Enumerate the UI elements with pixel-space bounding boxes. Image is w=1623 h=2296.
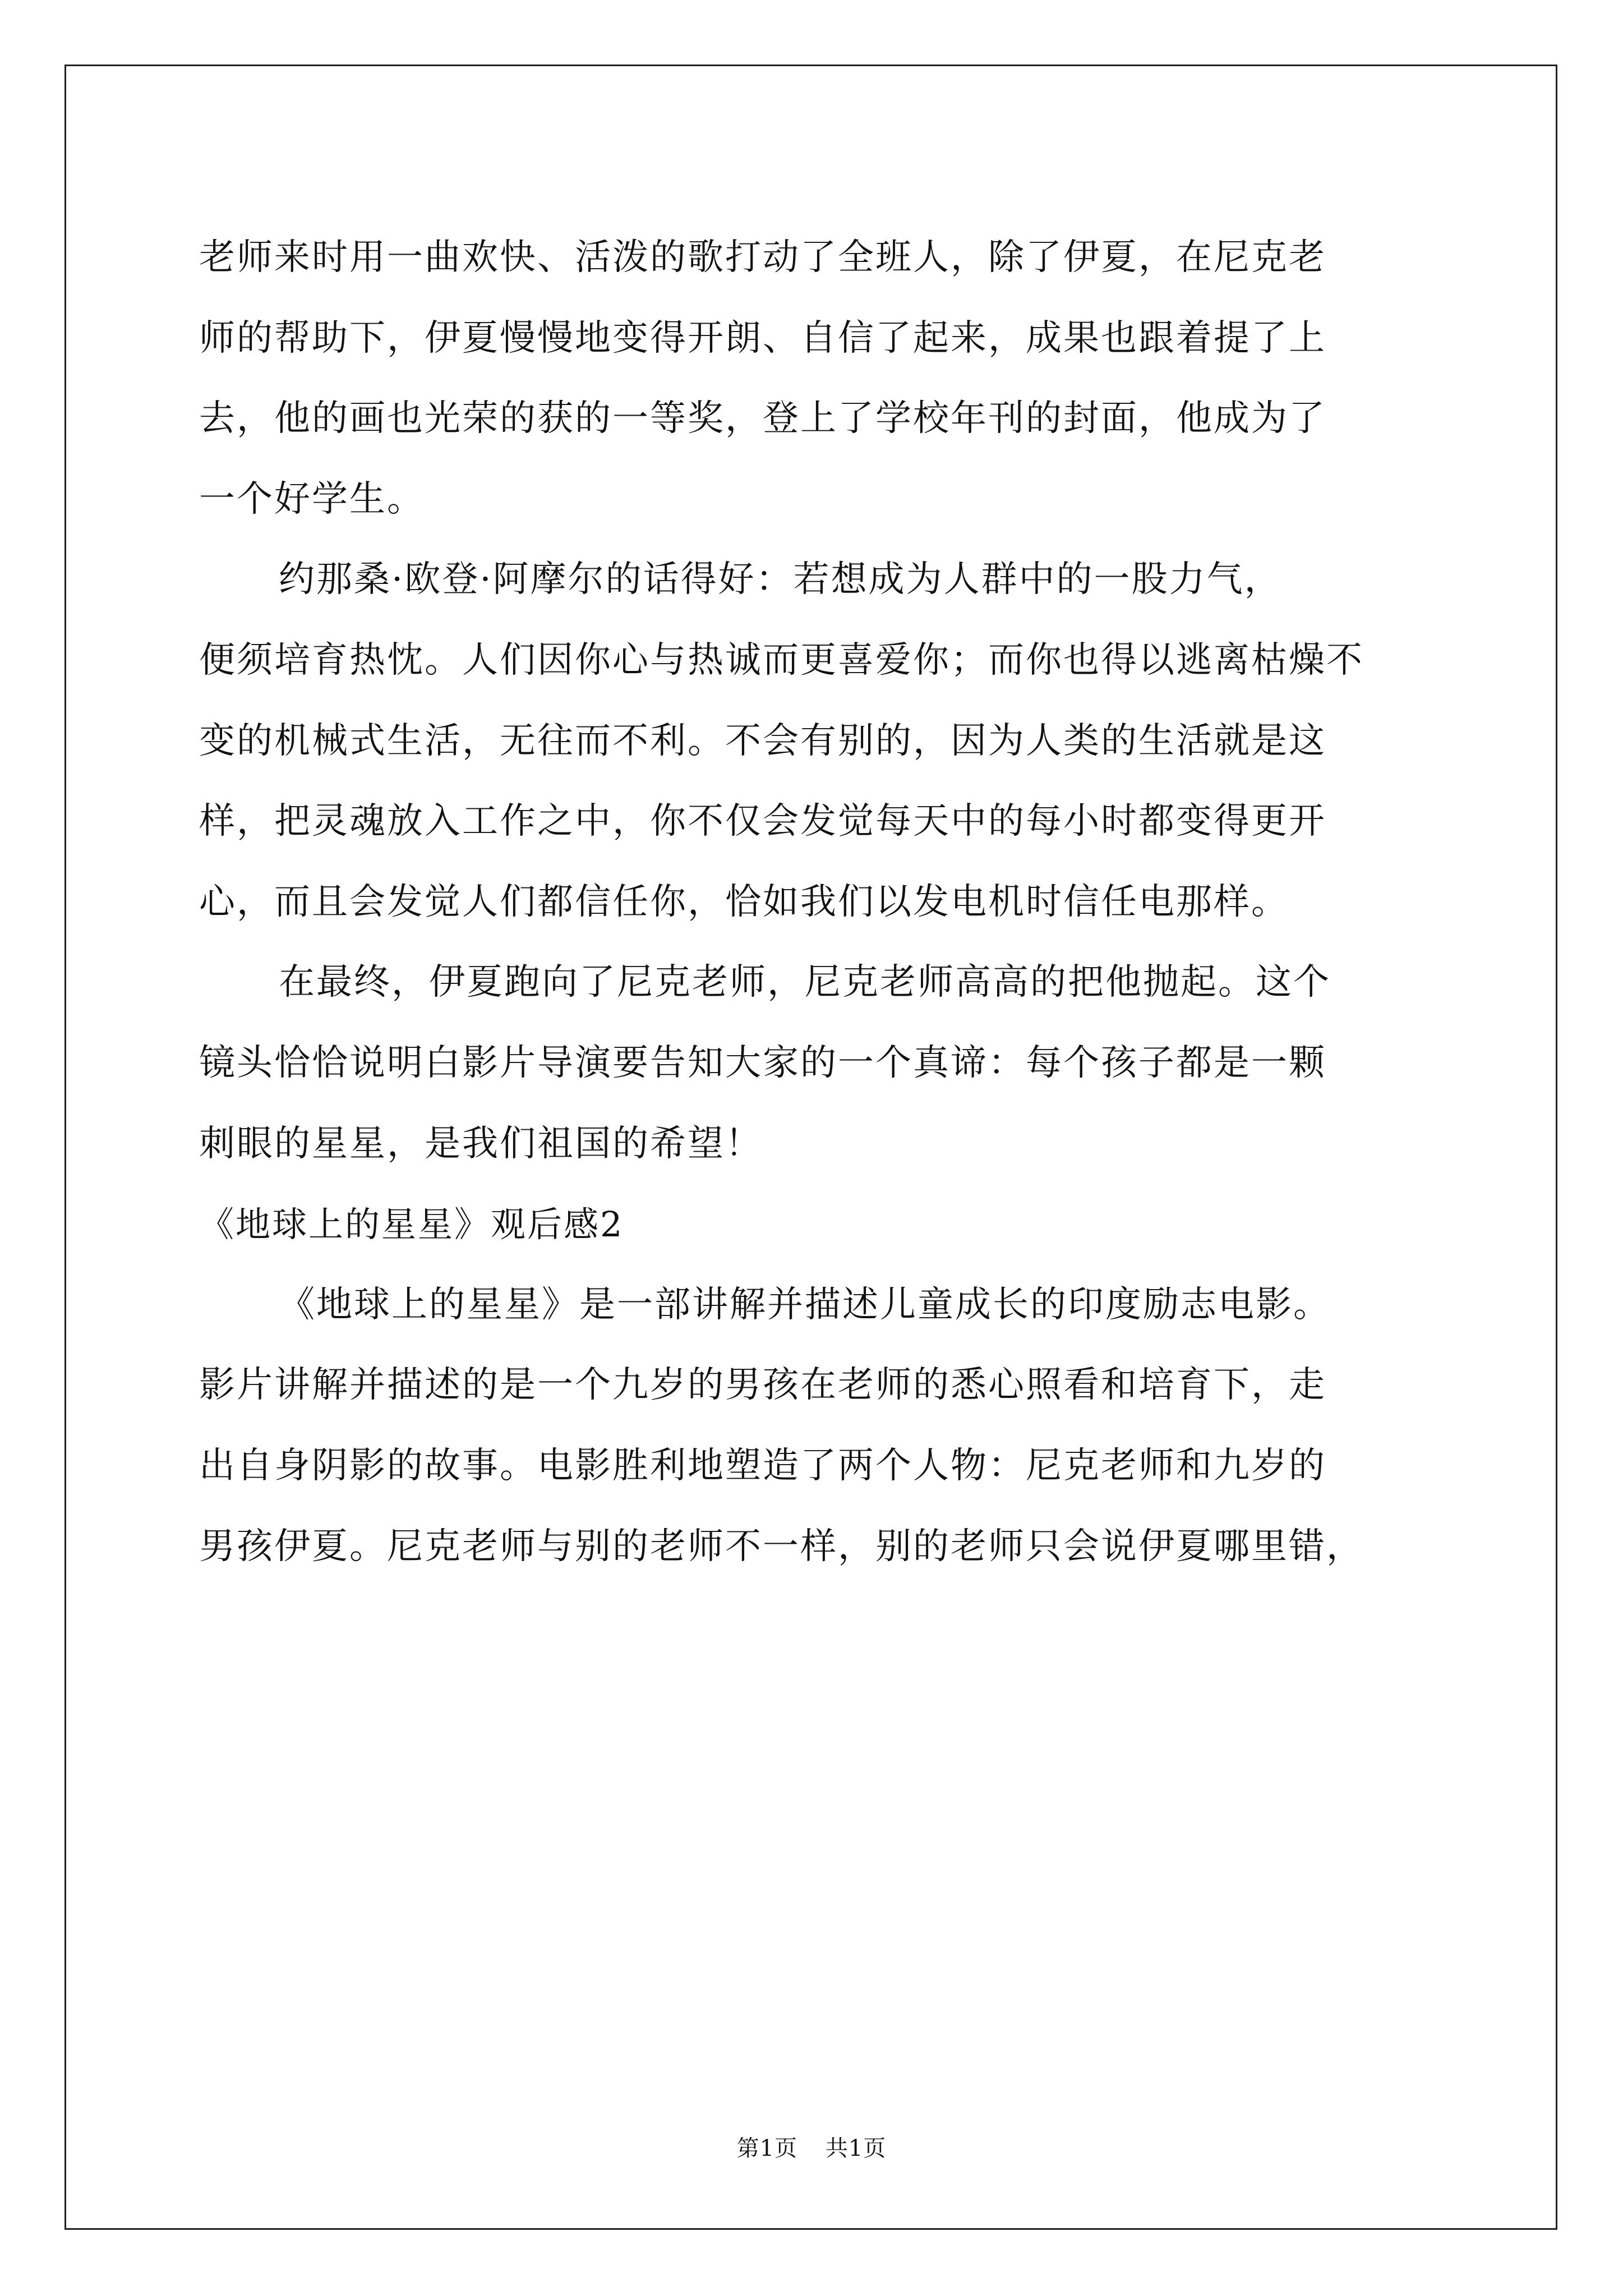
document-body — [199, 218, 1433, 1587]
text-line: 在最终，伊夏跑向了尼克老师，尼克老师高高的把他抛起。这个 — [279, 961, 1331, 1004]
text-line: 《地球上的星星》是一部讲解并描述儿童成长的印度励志电影。 — [279, 1283, 1331, 1326]
text-line: 老师来时用一曲欢快、活泼的歌打动了全班人，除了伊夏，在尼克老 — [199, 237, 1326, 278]
text-line: 变的机械式生活，无往而不利。不会有别的，因为人类的生活就是这 — [199, 720, 1326, 762]
text-line: 一个好学生。 — [199, 478, 425, 520]
text-line: 心，而且会发觉人们都信任你，恰如我们以发电机时信任电那样。 — [199, 881, 1289, 923]
text-line: 刺眼的星星，是我们祖国的希望！ — [199, 1122, 763, 1165]
text-line: 约那桑·欧登·阿摩尔的话得好：若想成为人群中的一股力气， — [279, 559, 1282, 601]
text-line: 便须培育热忱。人们因你心与热诚而更喜爱你；而你也得以逃离枯燥不 — [199, 639, 1364, 681]
text-line: 样，把灵魂放入工作之中，你不仅会发觉每天中的每小时都变得更开 — [199, 800, 1326, 843]
page-total: 共1页 — [825, 2136, 887, 2161]
page-number: 第1页 — [736, 2136, 798, 2161]
text-line: 去，他的画也光荣的获的一等奖，登上了学校年刊的封面，他成为了 — [199, 398, 1326, 440]
section-heading: 《地球上的星星》观后感2 — [199, 1204, 624, 1245]
text-line: 男孩伊夏。尼克老师与别的老师不一样，别的老师只会说伊夏哪里错， — [199, 1525, 1364, 1567]
text-line: 镜头恰恰说明白影片导演要告知大家的一个真谛：每个孩子都是一颗 — [199, 1042, 1326, 1084]
page-footer — [0, 2131, 1623, 2162]
text-line: 出自身阴影的故事。电影胜利地塑造了两个人物：尼克老师和九岁的 — [199, 1444, 1326, 1487]
text-line: 师的帮助下，伊夏慢慢地变得开朗、自信了起来，成果也跟着提了上 — [199, 317, 1326, 359]
text-line: 影片讲解并描述的是一个九岁的男孩在老师的悉心照看和培育下，走 — [199, 1364, 1326, 1406]
